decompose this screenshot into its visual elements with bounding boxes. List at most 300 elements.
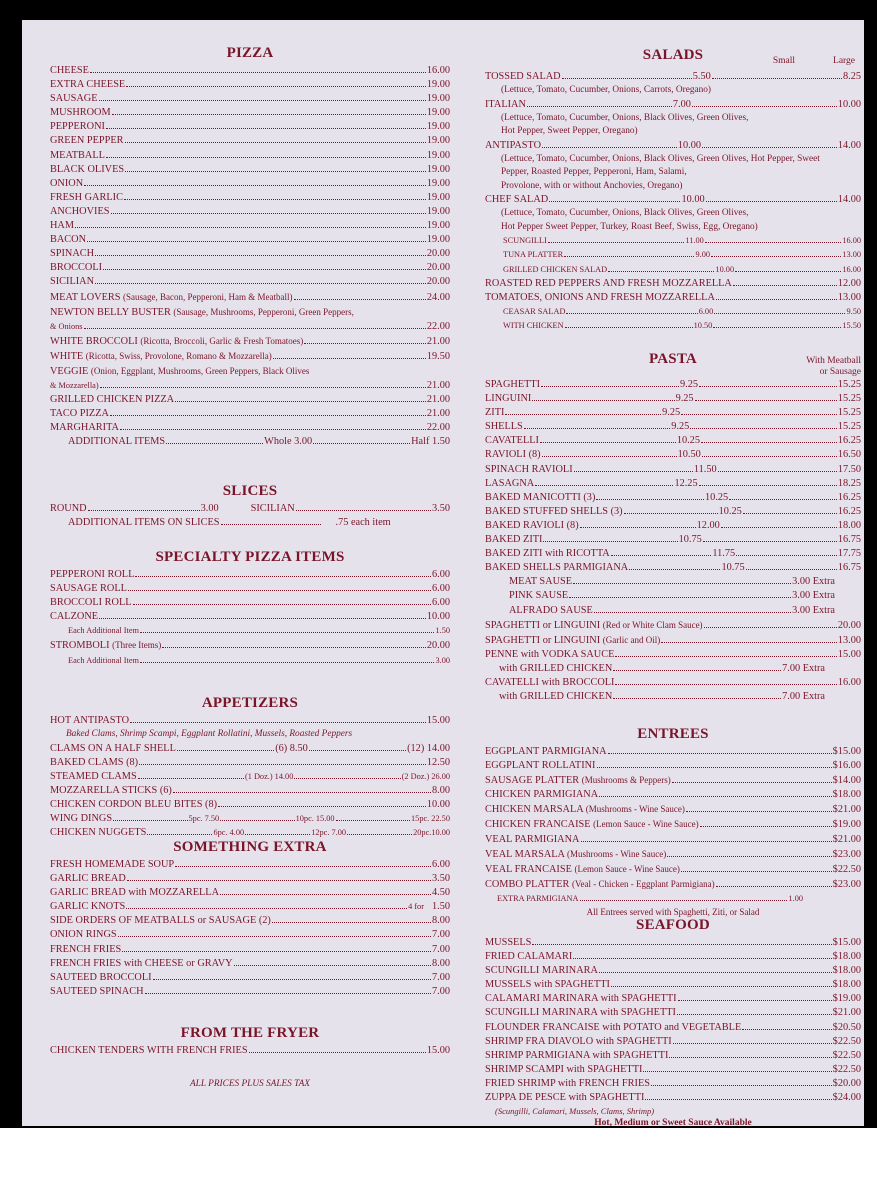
sauce-note: Hot, Medium or Sweet Sauce Available: [594, 1118, 752, 1129]
appetizers-section: [50, 694, 450, 840]
item-price: $15.00: [832, 746, 861, 757]
large-price: 17.75: [837, 548, 862, 560]
item-name: [50, 177, 83, 191]
leader-dots: [565, 327, 693, 328]
menu-item: [485, 291, 861, 305]
item-name: NEWTON BELLY BUSTER (Sausage, Mushrooms, Pepperoni, Green Peppers,: [50, 306, 354, 318]
item-description: Hot Pepper, Sweet Pepper, Oregano): [501, 126, 638, 137]
item-price: 20.00: [837, 619, 861, 631]
item-price: 19.50: [426, 350, 450, 362]
item-name: [50, 596, 132, 610]
leader-dots: [120, 429, 426, 430]
fryer-section: [50, 1024, 450, 1058]
menu-item: [485, 618, 861, 633]
item-name: [485, 378, 540, 392]
menu-item: [485, 833, 861, 847]
menu-item: [50, 320, 450, 334]
item-name: [50, 64, 89, 78]
item-price: $20.00: [832, 1077, 861, 1089]
leader-dots: [309, 750, 406, 751]
menu-item: [50, 421, 450, 435]
item-price: $20.50: [832, 1021, 861, 1033]
item-name: [50, 872, 126, 886]
item-label: FRENCH FRIES: [50, 943, 122, 955]
leader-dots: [245, 834, 310, 835]
half-price: Half 1.50: [411, 436, 451, 448]
item-label: GREEN PEPPER: [50, 135, 124, 147]
something-extra-heading: SOMETHING EXTRA: [173, 839, 327, 855]
item-name: [68, 654, 139, 668]
leader-dots: [162, 647, 426, 648]
salad-italian: [485, 98, 861, 112]
menu-item: [50, 596, 450, 610]
leader-dots: [505, 414, 661, 415]
item-price: 21.00: [426, 380, 450, 392]
item-price: 19.00: [426, 79, 450, 91]
leader-dots: [296, 510, 431, 511]
item-name: [485, 519, 579, 533]
large-price: 9.50: [846, 306, 861, 316]
menu-item: [50, 742, 450, 756]
item-detail: (Mushrooms - Wine Sauce): [585, 804, 685, 815]
item-name: [50, 914, 271, 928]
item-name: [485, 561, 628, 575]
item-name: [485, 1035, 672, 1049]
item-name: & Onions: [50, 321, 83, 331]
salad-antipasto: [485, 139, 861, 153]
item-price: 1.00: [788, 893, 803, 903]
menu-item: [50, 191, 450, 205]
item-price: 21.00: [426, 394, 450, 406]
leader-dots: [721, 527, 837, 528]
item-label: Each Additional Item: [68, 626, 139, 636]
leader-dots: [599, 972, 832, 973]
small-price: 10.75: [678, 534, 702, 546]
item-name: [50, 943, 121, 957]
item-label: ONION RINGS: [50, 929, 117, 941]
slices-row: [50, 502, 450, 516]
small-price: 9.25: [662, 407, 681, 419]
small-price: 12.25: [674, 477, 698, 489]
item-description: Provolone, with or without Anchovies, Oregano): [501, 180, 683, 191]
item-name: [485, 277, 732, 291]
item-price: 3.00: [435, 655, 450, 665]
item-detail: (Mushrooms - Wine Sauce): [567, 848, 667, 859]
sauce-list: [485, 575, 861, 617]
item-price: $23.00: [832, 848, 861, 860]
item-price: 20pc.10.00: [413, 828, 450, 838]
large-price: 12.00: [837, 277, 861, 289]
item-name: [485, 505, 623, 519]
menu-item: [50, 247, 450, 261]
menu-item: [50, 1044, 450, 1058]
menu-item: [485, 817, 861, 832]
item-name: with GRILLED CHICKEN: [499, 691, 613, 703]
leader-dots: [542, 147, 677, 148]
item-price: 20.00: [426, 640, 450, 652]
leader-dots: [608, 753, 832, 754]
large-price: 16.25: [837, 435, 861, 447]
menu-item: [485, 964, 861, 978]
item-name: [68, 624, 139, 638]
pizza-section: [50, 44, 450, 450]
menu-item: [485, 604, 835, 618]
item-name: [485, 1049, 668, 1063]
item-name: [485, 759, 596, 773]
menu-item: [50, 714, 450, 728]
leader-dots: [99, 100, 426, 101]
leader-dots: [140, 662, 435, 663]
large-price: 16.75: [837, 534, 862, 546]
item-description: (Lettuce, Tomato, Cucumber, Onions, Black Olives, Green Olives,: [501, 112, 749, 123]
menu-item: [485, 463, 861, 477]
item-label: SPINACH: [50, 248, 95, 260]
large-price: 15.25: [837, 421, 861, 433]
item-description: Pepper, Roasted Pepper, Pepperoni, Ham, Salami,: [501, 167, 687, 178]
item-name: [485, 463, 573, 477]
item-label: MUSSELS: [485, 937, 532, 948]
item-price: 22.00: [426, 320, 450, 332]
menu-item: [485, 633, 861, 648]
menu-item: [485, 561, 861, 575]
fryer-heading: FROM THE FRYER: [180, 1025, 320, 1041]
item-price: .75 each item: [335, 517, 391, 529]
seafood-list: [485, 936, 861, 1105]
item-price: 7.00: [431, 943, 450, 955]
leader-dots: [110, 415, 426, 416]
item-label: CHEESE: [50, 65, 89, 76]
menu-item: [50, 971, 450, 985]
item-name: [50, 247, 94, 261]
item-name: [50, 1044, 248, 1058]
item-label: BROCCOLI ROLL: [50, 597, 132, 609]
item-price: 19.00: [426, 107, 450, 119]
item-name: [485, 448, 541, 462]
item-price: $22.50: [832, 1049, 861, 1061]
item-price: 5pc. 7.50: [188, 814, 220, 824]
menu-item: [485, 263, 861, 277]
item-price: 7.00 Extra: [782, 662, 825, 674]
item-name: [50, 205, 110, 219]
menu-item: [485, 978, 861, 992]
item-name: [50, 886, 219, 900]
leader-dots: [272, 922, 431, 923]
menu-item: [50, 812, 450, 826]
item-price: 19.00: [426, 205, 450, 217]
menu-item: [50, 638, 450, 653]
menu-item: [485, 406, 861, 420]
menu-item: [485, 1063, 861, 1077]
leader-dots: [580, 900, 788, 901]
item-label: SAUTEED SPINACH: [50, 985, 144, 997]
bottom-blank-area: [0, 1128, 877, 1200]
leader-dots: [729, 499, 837, 500]
item-name: WHITE (Ricotta, Swiss, Provolone, Romano & Mozzarella): [50, 350, 272, 362]
item-name: MOZZARELLA STICKS (6): [50, 784, 172, 796]
leader-dots: [706, 201, 837, 202]
item-price: $22.50: [832, 863, 861, 875]
small-price: 11.00: [685, 236, 704, 246]
item-label: MEAT SAUSE: [509, 576, 573, 588]
item-name: [50, 233, 86, 247]
item-name: WHITE BROCCOLI (Ricotta, Broccoli, Garlic & Fresh Tomatoes): [50, 335, 304, 347]
item-price: 7.00: [431, 985, 450, 997]
item-label: CHICKEN PARMIGIANA: [485, 789, 599, 801]
item-name: [50, 149, 105, 163]
item-price: 15.00: [426, 1045, 450, 1056]
item-name: [50, 219, 74, 233]
item-detail: (Lemon Sauce - Wine Sauce): [593, 819, 699, 830]
extra-list: [50, 858, 450, 999]
item-name: CHICKEN NUGGETS: [50, 827, 147, 839]
item-name: [485, 802, 685, 817]
item-label: SAUSAGE PLATTER: [485, 775, 580, 787]
leader-dots: [573, 958, 831, 959]
item-label: SCUNGILLI MARINARA: [485, 965, 598, 977]
item-price: 19.00: [426, 177, 450, 189]
item-name: CLAMS ON A HALF SHELL: [50, 742, 176, 754]
salads-section: [485, 46, 861, 333]
item-price: 19.00: [426, 163, 450, 175]
entrees-section: [485, 725, 861, 920]
leader-dots: [111, 213, 426, 214]
leader-dots: [90, 72, 426, 73]
item-name: [485, 406, 504, 420]
leader-dots: [700, 826, 832, 827]
slices-additional-row: [50, 516, 450, 530]
item-label: BLACK OLIVES: [50, 163, 125, 175]
item-name: [509, 575, 572, 589]
small-price: 11.75: [712, 548, 736, 560]
whole-price: Whole 3.00: [264, 436, 313, 448]
item-price: (6) 8.50: [275, 742, 308, 754]
item-name: [485, 491, 595, 505]
small-price: 6.00: [698, 306, 714, 316]
item-label: Each Additional Item: [68, 655, 139, 665]
item-name: BAKED CLAMS (8): [50, 756, 139, 768]
item-price: 3.00 Extra: [792, 604, 835, 616]
item-price: 13.00: [837, 634, 861, 646]
leader-dots: [173, 792, 431, 793]
leader-dots: [562, 78, 692, 79]
item-label: ONION: [50, 177, 84, 189]
leader-dots: [699, 485, 837, 486]
small-price: 10.75: [721, 562, 745, 574]
item-label: GARLIC KNOTS: [50, 901, 126, 913]
item-label: FRESH GARLIC: [50, 191, 123, 203]
leader-dots: [615, 684, 836, 685]
item-name: [50, 191, 123, 205]
leader-dots: [177, 750, 274, 751]
item-label: SCUNGILLI: [503, 236, 547, 246]
leader-dots: [613, 698, 781, 699]
item-detail: (Lemon Sauce - Wine Sauce): [574, 863, 680, 874]
leader-dots: [112, 114, 426, 115]
item-label: LINGUINI: [485, 393, 532, 405]
item-name: [503, 319, 564, 333]
item-name: [485, 745, 607, 759]
leader-dots: [681, 871, 832, 872]
item-label: SHELLS: [485, 421, 523, 433]
menu-item: [50, 120, 450, 134]
menu-item: [485, 248, 861, 262]
item-label: SCUNGILLI MARINARA with SPAGHETTI: [485, 1007, 676, 1019]
item-name: [50, 120, 105, 134]
leader-dots: [130, 722, 426, 723]
item-price: $23.00: [832, 878, 861, 890]
item-label: SHRIMP PARMIGIANA with SPAGHETTI: [485, 1049, 669, 1061]
item-detail: (Red or White Clam Sauce): [602, 619, 703, 630]
leader-dots: [714, 313, 845, 314]
leader-dots: [294, 778, 400, 779]
menu-item: [50, 177, 450, 191]
item-price: $21.00: [832, 804, 861, 816]
leader-dots: [736, 555, 837, 556]
leader-dots: [613, 670, 781, 671]
leader-dots: [573, 583, 791, 584]
item-name: [50, 393, 174, 407]
leader-dots: [569, 597, 791, 598]
item-label: GARLIC BREAD with MOZZARELLA: [50, 887, 220, 899]
item-price: 7.00: [431, 971, 450, 983]
item-label: MUSHROOM: [50, 107, 111, 119]
seafood-heading: SEAFOOD: [636, 917, 710, 933]
large-price: 15.25: [837, 407, 862, 419]
leader-dots: [126, 908, 407, 909]
item-quantity: 4 for: [408, 902, 424, 912]
leader-dots: [596, 499, 704, 500]
large-price: 18.25: [837, 477, 862, 489]
item-label: MARGHARITA: [50, 422, 119, 434]
menu-item: [50, 568, 450, 582]
item-price: 6.00: [431, 569, 450, 580]
item-price: 16.00: [837, 676, 861, 688]
item-price: $16.00: [832, 760, 861, 772]
large-price: 14.00: [837, 194, 862, 206]
leader-dots: [702, 456, 837, 457]
menu-item: [485, 547, 861, 561]
item-name: VEGGIE (Onion, Eggplant, Mushrooms, Green Peppers, Black Olives: [50, 365, 310, 377]
leader-dots: [118, 936, 431, 937]
large-price: 16.00: [842, 264, 862, 274]
item-price: 19.00: [426, 234, 450, 246]
item-price: 19.00: [426, 121, 450, 133]
leader-dots: [234, 965, 431, 966]
item-name: [485, 533, 542, 547]
leader-dots: [535, 485, 673, 486]
menu-item: [50, 886, 450, 900]
item-label: EXTRA CHEESE: [50, 79, 126, 91]
item-name: [50, 78, 125, 92]
menu-item: [485, 70, 861, 84]
item-label: FRENCH FRIES with CHEESE or GRAVY: [50, 957, 233, 969]
item-label: ROASTED RED PEPPERS AND FRESH MOZZARELLA: [485, 277, 732, 289]
small-price: 7.00: [672, 98, 691, 110]
menu-item: [50, 275, 450, 289]
item-price: $22.50: [832, 1063, 861, 1075]
item-label: FLOUNDER FRANCAISE with POTATO and VEGETABLE: [485, 1021, 742, 1033]
leader-dots: [540, 442, 676, 443]
menu-page: [22, 20, 864, 1129]
leader-dots: [718, 471, 837, 472]
entree-list: [485, 745, 861, 892]
pizza-list-2: [50, 393, 450, 435]
large-price: 16.00: [842, 236, 861, 246]
meatball-column-label: With Meatball or Sausage: [806, 356, 861, 377]
item-price: 12pc. 7.00: [311, 828, 347, 838]
menu-item: [485, 477, 861, 491]
leader-dots: [716, 886, 832, 887]
leader-dots: [746, 569, 837, 570]
menu-item: [485, 847, 861, 862]
item-label: CHICKEN FRANCAISE: [485, 819, 591, 831]
item-name: [485, 788, 598, 802]
item-name: [485, 633, 660, 648]
leader-dots: [125, 171, 426, 172]
menu-item: [485, 139, 861, 153]
item-label: CEASAR SALAD: [503, 306, 566, 316]
item-label: SPAGHETTI or LINGUINI: [485, 619, 601, 631]
leader-dots: [126, 86, 426, 87]
item-price: (12) 14.00: [407, 742, 451, 754]
menu-item: [485, 676, 861, 690]
item-price: 19.00: [426, 149, 450, 161]
menu-item: [50, 858, 450, 872]
leader-dots: [106, 157, 426, 158]
small-price: 9.00: [695, 250, 711, 260]
small-price: 5.50: [692, 71, 711, 82]
leader-dots: [304, 343, 426, 344]
large-price: 15.25: [837, 393, 861, 405]
menu-item: [50, 900, 450, 914]
menu-item: [485, 1021, 861, 1035]
item-price: $18.00: [832, 951, 861, 963]
item-label: EGGPLANT PARMIGIANA: [485, 746, 607, 757]
item-name: [50, 928, 117, 942]
menu-item: [485, 1006, 861, 1020]
zuppa-description: (Scungilli, Calamari, Mussels, Clams, Shrimp): [495, 1106, 655, 1117]
item-label: BAKED SHELLS PARMIGIANA: [485, 562, 629, 574]
item-price: 6.00: [431, 859, 450, 870]
item-label: SAUSAGE: [50, 93, 98, 105]
leader-dots: [701, 442, 837, 443]
item-price: (1 Doz.) 14.00: [244, 771, 294, 781]
item-name: [485, 862, 680, 877]
leader-dots: [532, 944, 831, 945]
item-name: CAVATELLI with BROCCOLI: [485, 676, 615, 688]
leader-dots: [84, 328, 426, 329]
item-name: CHICKEN CORDON BLEU BITES (8): [50, 798, 218, 810]
item-description: (Lettuce, Tomato, Cucumber, Onions, Carrots, Oregano): [501, 85, 711, 96]
entree-note: All Entrees served with Spaghetti, Ziti, or Salad: [586, 907, 760, 918]
leader-dots: [133, 604, 431, 605]
leader-dots: [667, 856, 831, 857]
pasta-heading: PASTA: [649, 351, 697, 367]
item-price: 3.50: [431, 873, 450, 885]
leader-dots: [249, 1052, 426, 1053]
large-price: 16.25: [837, 505, 861, 517]
item-label: MUSSELS with SPAGHETTI: [485, 979, 610, 991]
item-price: $21.00: [832, 833, 861, 845]
menu-item: [50, 914, 450, 928]
leader-dots: [711, 256, 841, 257]
leader-dots: [220, 820, 294, 821]
leader-dots: [681, 414, 837, 415]
item-name: [509, 589, 568, 603]
leader-dots: [125, 142, 426, 143]
pizza-list: [50, 64, 450, 305]
item-name: [50, 568, 134, 582]
